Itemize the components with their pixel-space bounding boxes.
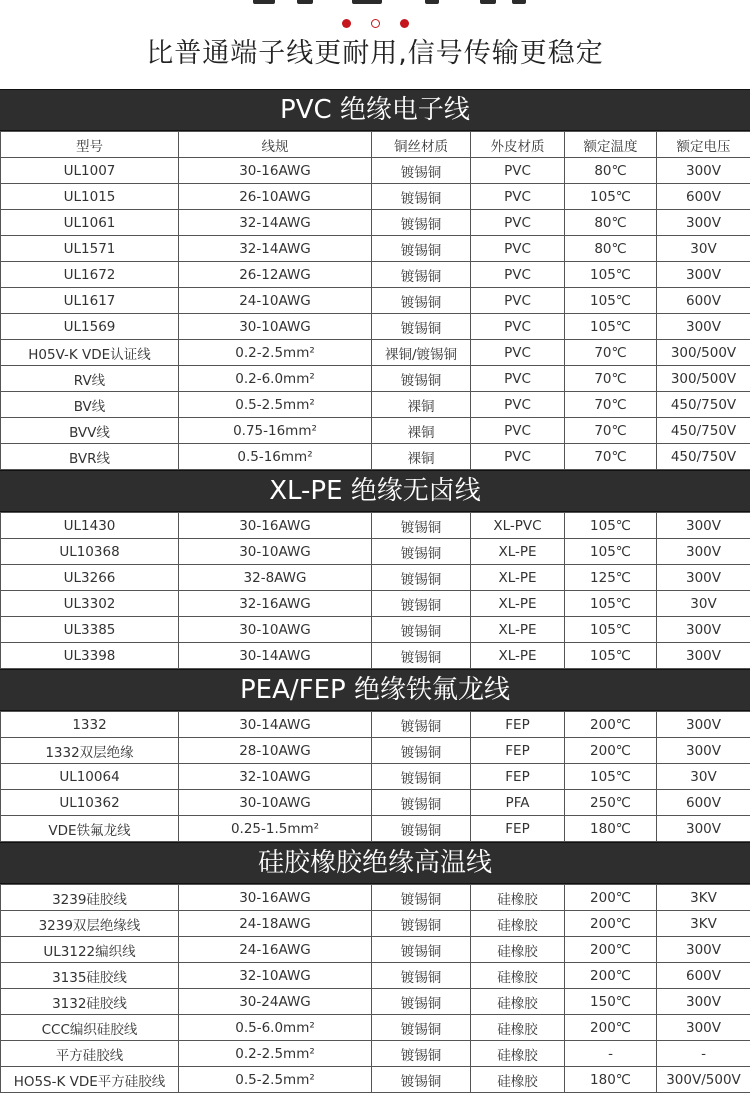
model-cell: UL1617 <box>1 288 179 314</box>
temperature-cell: 105℃ <box>565 617 657 643</box>
model-cell: 1332 <box>1 712 179 738</box>
table-row <box>1 937 750 963</box>
gauge-cell: 0.5-6.0mm² <box>179 1015 372 1041</box>
gauge-cell: 30-16AWG <box>179 885 372 911</box>
voltage-cell: 300V <box>657 937 750 963</box>
model-cell: BVV线 <box>1 418 179 444</box>
table-header-row <box>1 132 750 158</box>
model-cell: UL10362 <box>1 790 179 816</box>
conductor-cell: 镀锡铜 <box>372 1067 471 1093</box>
voltage-cell: 30V <box>657 591 750 617</box>
table-row <box>1 790 750 816</box>
model-cell: H05V-K VDE认证线 <box>1 340 179 366</box>
model-cell: VDE铁氟龙线 <box>1 816 179 842</box>
conductor-cell: 镀锡铜 <box>372 738 471 764</box>
model-cell: 平方硅胶线 <box>1 1041 179 1067</box>
conductor-cell: 镀锡铜 <box>372 764 471 790</box>
temperature-cell: 105℃ <box>565 764 657 790</box>
gauge-cell: 30-10AWG <box>179 314 372 340</box>
gauge-cell: 0.75-16mm² <box>179 418 372 444</box>
voltage-cell: 300V <box>657 617 750 643</box>
voltage-cell: 300V <box>657 1015 750 1041</box>
table-row <box>1 1015 750 1041</box>
temperature-cell: 70℃ <box>565 392 657 418</box>
jacket-cell: PVC <box>471 366 565 392</box>
temperature-cell: 80℃ <box>565 158 657 184</box>
spec-tables <box>0 89 750 1093</box>
jacket-cell: 硅橡胶 <box>471 963 565 989</box>
temperature-cell: 200℃ <box>565 1015 657 1041</box>
conductor-cell: 镀锡铜 <box>372 963 471 989</box>
table-row <box>1 210 750 236</box>
model-cell: BVR线 <box>1 444 179 470</box>
conductor-cell: 镀锡铜 <box>372 565 471 591</box>
temperature-cell: 105℃ <box>565 591 657 617</box>
temperature-cell: 105℃ <box>565 184 657 210</box>
gauge-cell: 0.5-2.5mm² <box>179 1067 372 1093</box>
spec-table <box>0 711 750 842</box>
gauge-cell: 0.5-2.5mm² <box>179 392 372 418</box>
temperature-cell: 200℃ <box>565 738 657 764</box>
table-row <box>1 236 750 262</box>
conductor-cell: 镀锡铜 <box>372 158 471 184</box>
section-title: PVC 绝缘电子线 <box>0 89 750 131</box>
temperature-cell: 200℃ <box>565 885 657 911</box>
voltage-cell: 300V/500V <box>657 1067 750 1093</box>
table-row <box>1 366 750 392</box>
voltage-cell: 3KV <box>657 885 750 911</box>
jacket-cell: PVC <box>471 392 565 418</box>
conductor-cell: 裸铜 <box>372 444 471 470</box>
model-cell: UL1430 <box>1 513 179 539</box>
temperature-cell: 200℃ <box>565 712 657 738</box>
temperature-cell: 70℃ <box>565 340 657 366</box>
model-cell: UL1672 <box>1 262 179 288</box>
spec-table <box>0 131 750 470</box>
voltage-cell: 30V <box>657 236 750 262</box>
indicator-dot-icon <box>371 19 380 28</box>
model-cell: 3135硅胶线 <box>1 963 179 989</box>
conductor-cell: 镀锡铜 <box>372 288 471 314</box>
model-cell: UL3398 <box>1 643 179 669</box>
jacket-cell: XL-PE <box>471 539 565 565</box>
table-row <box>1 539 750 565</box>
jacket-cell: PVC <box>471 158 565 184</box>
jacket-cell: PVC <box>471 184 565 210</box>
voltage-cell: 300V <box>657 712 750 738</box>
voltage-cell: 300V <box>657 643 750 669</box>
jacket-cell: XL-PE <box>471 643 565 669</box>
gauge-cell: 30-10AWG <box>179 790 372 816</box>
temperature-cell: 70℃ <box>565 366 657 392</box>
gauge-cell: 30-16AWG <box>179 158 372 184</box>
gauge-cell: 24-16AWG <box>179 937 372 963</box>
temperature-cell: 70℃ <box>565 444 657 470</box>
conductor-cell: 镀锡铜 <box>372 816 471 842</box>
voltage-cell: 600V <box>657 288 750 314</box>
temperature-cell: 105℃ <box>565 513 657 539</box>
voltage-cell: 450/750V <box>657 418 750 444</box>
jacket-cell: XL-PE <box>471 591 565 617</box>
model-cell: UL1061 <box>1 210 179 236</box>
model-cell: UL3302 <box>1 591 179 617</box>
table-row <box>1 911 750 937</box>
conductor-cell: 镀锡铜 <box>372 262 471 288</box>
table-row <box>1 989 750 1015</box>
conductor-cell: 镀锡铜 <box>372 937 471 963</box>
voltage-cell: 600V <box>657 184 750 210</box>
table-row <box>1 816 750 842</box>
table-row <box>1 392 750 418</box>
jacket-cell: FEP <box>471 816 565 842</box>
table-row <box>1 418 750 444</box>
gauge-cell: 30-14AWG <box>179 643 372 669</box>
model-cell: UL10368 <box>1 539 179 565</box>
gauge-cell: 24-10AWG <box>179 288 372 314</box>
table-row <box>1 340 750 366</box>
conductor-cell: 镀锡铜 <box>372 366 471 392</box>
jacket-cell: 硅橡胶 <box>471 885 565 911</box>
model-cell: UL1569 <box>1 314 179 340</box>
table-row <box>1 885 750 911</box>
section-title: XL-PE 绝缘无卤线 <box>0 470 750 512</box>
model-cell: UL1015 <box>1 184 179 210</box>
voltage-cell: 600V <box>657 963 750 989</box>
gauge-cell: 0.2-2.5mm² <box>179 1041 372 1067</box>
conductor-cell: 镀锡铜 <box>372 989 471 1015</box>
conductor-cell: 裸铜 <box>372 418 471 444</box>
indicator-dot-icon <box>342 19 351 28</box>
gauge-cell: 32-10AWG <box>179 963 372 989</box>
conductor-cell: 镀锡铜 <box>372 184 471 210</box>
page-indicator <box>0 13 750 31</box>
voltage-cell: 300V <box>657 989 750 1015</box>
spec-table <box>0 884 750 1093</box>
gauge-cell: 26-10AWG <box>179 184 372 210</box>
model-cell: UL1571 <box>1 236 179 262</box>
conductor-cell: 镀锡铜 <box>372 1041 471 1067</box>
jacket-cell: PVC <box>471 340 565 366</box>
conductor-cell: 镀锡铜 <box>372 911 471 937</box>
gauge-cell: 26-12AWG <box>179 262 372 288</box>
model-cell: 1332双层绝缘 <box>1 738 179 764</box>
model-cell: UL1007 <box>1 158 179 184</box>
jacket-cell: PFA <box>471 790 565 816</box>
temperature-cell: 250℃ <box>565 790 657 816</box>
conductor-cell: 镀锡铜 <box>372 643 471 669</box>
voltage-cell: 30V <box>657 764 750 790</box>
model-cell: UL3385 <box>1 617 179 643</box>
column-header: 型号 <box>1 132 179 158</box>
model-cell: CCC编织硅胶线 <box>1 1015 179 1041</box>
table-row <box>1 314 750 340</box>
conductor-cell: 镀锡铜 <box>372 712 471 738</box>
model-cell: RV线 <box>1 366 179 392</box>
conductor-cell: 镀锡铜 <box>372 314 471 340</box>
model-cell: UL10064 <box>1 764 179 790</box>
table-row <box>1 591 750 617</box>
gauge-cell: 32-14AWG <box>179 210 372 236</box>
conductor-cell: 镀锡铜 <box>372 617 471 643</box>
voltage-cell: 3KV <box>657 911 750 937</box>
voltage-cell: 300V <box>657 314 750 340</box>
table-row <box>1 565 750 591</box>
jacket-cell: PVC <box>471 236 565 262</box>
jacket-cell: PVC <box>471 288 565 314</box>
voltage-cell: 300V <box>657 738 750 764</box>
model-cell: 3239双层绝缘线 <box>1 911 179 937</box>
table-row <box>1 617 750 643</box>
table-row <box>1 158 750 184</box>
table-row <box>1 738 750 764</box>
conductor-cell: 镀锡铜 <box>372 591 471 617</box>
jacket-cell: FEP <box>471 764 565 790</box>
indicator-dot-icon <box>400 19 409 28</box>
gauge-cell: 30-16AWG <box>179 513 372 539</box>
table-row <box>1 444 750 470</box>
gauge-cell: 30-10AWG <box>179 539 372 565</box>
jacket-cell: 硅橡胶 <box>471 989 565 1015</box>
voltage-cell: 450/750V <box>657 392 750 418</box>
jacket-cell: XL-PE <box>471 565 565 591</box>
model-cell: 3132硅胶线 <box>1 989 179 1015</box>
column-header: 外皮材质 <box>471 132 565 158</box>
table-row <box>1 712 750 738</box>
temperature-cell: 200℃ <box>565 911 657 937</box>
temperature-cell: 200℃ <box>565 963 657 989</box>
gauge-cell: 28-10AWG <box>179 738 372 764</box>
temperature-cell: 105℃ <box>565 643 657 669</box>
table-row <box>1 184 750 210</box>
conductor-cell: 裸铜/镀锡铜 <box>372 340 471 366</box>
temperature-cell: 180℃ <box>565 1067 657 1093</box>
jacket-cell: XL-PVC <box>471 513 565 539</box>
gauge-cell: 32-8AWG <box>179 565 372 591</box>
page-subtitle: 比普通端子线更耐用,信号传输更稳定 <box>0 34 750 74</box>
model-cell: 3239硅胶线 <box>1 885 179 911</box>
voltage-cell: 300/500V <box>657 366 750 392</box>
jacket-cell: PVC <box>471 314 565 340</box>
jacket-cell: FEP <box>471 738 565 764</box>
conductor-cell: 镀锡铜 <box>372 539 471 565</box>
voltage-cell: 300V <box>657 816 750 842</box>
column-header: 线规 <box>179 132 372 158</box>
gauge-cell: 30-14AWG <box>179 712 372 738</box>
temperature-cell: 105℃ <box>565 262 657 288</box>
table-row <box>1 764 750 790</box>
conductor-cell: 镀锡铜 <box>372 210 471 236</box>
voltage-cell: 300V <box>657 262 750 288</box>
voltage-cell: 300V <box>657 513 750 539</box>
table-row <box>1 288 750 314</box>
jacket-cell: 硅橡胶 <box>471 937 565 963</box>
gauge-cell: 32-14AWG <box>179 236 372 262</box>
table-row <box>1 963 750 989</box>
section-title: PEA/FEP 绝缘铁氟龙线 <box>0 669 750 711</box>
table-row <box>1 513 750 539</box>
section-title: 硅胶橡胶绝缘高温线 <box>0 842 750 884</box>
temperature-cell: 70℃ <box>565 418 657 444</box>
gauge-cell: 30-10AWG <box>179 617 372 643</box>
table-row <box>1 1041 750 1067</box>
voltage-cell: - <box>657 1041 750 1067</box>
temperature-cell: 105℃ <box>565 539 657 565</box>
temperature-cell: 105℃ <box>565 288 657 314</box>
temperature-cell: 200℃ <box>565 937 657 963</box>
table-row <box>1 1067 750 1093</box>
voltage-cell: 300/500V <box>657 340 750 366</box>
voltage-cell: 450/750V <box>657 444 750 470</box>
top-cropped-graphic <box>0 0 750 10</box>
table-row <box>1 262 750 288</box>
voltage-cell: 300V <box>657 158 750 184</box>
temperature-cell: 105℃ <box>565 314 657 340</box>
gauge-cell: 32-16AWG <box>179 591 372 617</box>
jacket-cell: PVC <box>471 262 565 288</box>
gauge-cell: 32-10AWG <box>179 764 372 790</box>
conductor-cell: 镀锡铜 <box>372 790 471 816</box>
model-cell: UL3122编织线 <box>1 937 179 963</box>
jacket-cell: PVC <box>471 418 565 444</box>
gauge-cell: 0.2-6.0mm² <box>179 366 372 392</box>
temperature-cell: 150℃ <box>565 989 657 1015</box>
model-cell: BV线 <box>1 392 179 418</box>
temperature-cell: 80℃ <box>565 236 657 262</box>
temperature-cell: 80℃ <box>565 210 657 236</box>
jacket-cell: 硅橡胶 <box>471 1041 565 1067</box>
voltage-cell: 300V <box>657 210 750 236</box>
gauge-cell: 30-24AWG <box>179 989 372 1015</box>
conductor-cell: 镀锡铜 <box>372 513 471 539</box>
jacket-cell: PVC <box>471 444 565 470</box>
column-header: 额定电压 <box>657 132 750 158</box>
jacket-cell: FEP <box>471 712 565 738</box>
temperature-cell: 180℃ <box>565 816 657 842</box>
jacket-cell: PVC <box>471 210 565 236</box>
voltage-cell: 300V <box>657 539 750 565</box>
gauge-cell: 24-18AWG <box>179 911 372 937</box>
conductor-cell: 镀锡铜 <box>372 885 471 911</box>
conductor-cell: 镀锡铜 <box>372 1015 471 1041</box>
model-cell: UL3266 <box>1 565 179 591</box>
gauge-cell: 0.5-16mm² <box>179 444 372 470</box>
conductor-cell: 裸铜 <box>372 392 471 418</box>
jacket-cell: 硅橡胶 <box>471 911 565 937</box>
jacket-cell: 硅橡胶 <box>471 1067 565 1093</box>
column-header: 额定温度 <box>565 132 657 158</box>
jacket-cell: 硅橡胶 <box>471 1015 565 1041</box>
voltage-cell: 600V <box>657 790 750 816</box>
temperature-cell: - <box>565 1041 657 1067</box>
voltage-cell: 300V <box>657 565 750 591</box>
gauge-cell: 0.2-2.5mm² <box>179 340 372 366</box>
model-cell: HO5S-K VDE平方硅胶线 <box>1 1067 179 1093</box>
conductor-cell: 镀锡铜 <box>372 236 471 262</box>
column-header: 铜丝材质 <box>372 132 471 158</box>
temperature-cell: 125℃ <box>565 565 657 591</box>
jacket-cell: XL-PE <box>471 617 565 643</box>
table-row <box>1 643 750 669</box>
gauge-cell: 0.25-1.5mm² <box>179 816 372 842</box>
spec-table <box>0 512 750 669</box>
